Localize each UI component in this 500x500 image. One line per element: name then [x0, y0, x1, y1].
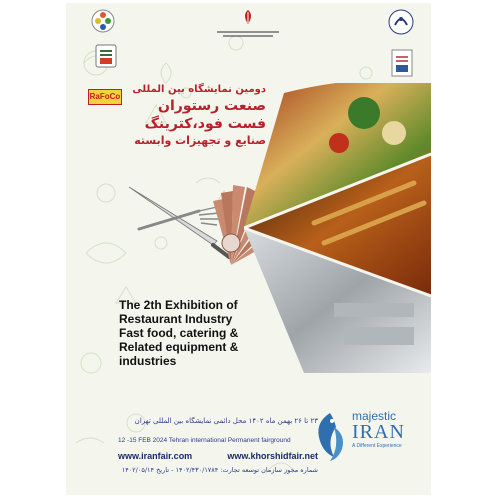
persian-title-line2: صنعت رستوران [158, 98, 266, 114]
majestic-tagline: A Different Experience [352, 443, 402, 449]
dates-english: 12 -15 FEB 2024 Tehran international Permanent fairground [118, 437, 291, 444]
exhibition-poster [66, 3, 431, 495]
persian-title-line3: فست فود،کترینگ [144, 116, 266, 132]
persian-title-block [106, 83, 266, 149]
knife-icon [129, 187, 229, 257]
website-row [118, 451, 318, 461]
persian-title-line1: دومین نمایشگاه بین المللی [132, 84, 266, 95]
persian-title-line4: صنایع و تجهیزات وابسته [134, 134, 266, 147]
website-khorshidfair[interactable]: www.khorshidfair.net [227, 451, 318, 461]
rafoco-logo-text: RaFoCo [89, 92, 121, 101]
english-title-block [119, 298, 294, 368]
trade-org-logo [388, 9, 414, 39]
english-title-line1: The 2th Exhibition of [119, 298, 238, 312]
english-title-line4: Related equipment & [119, 340, 239, 354]
organizer-round-logo [91, 9, 115, 37]
license-number: شماره مجوز سازمان توسعه تجارت: ۱۴۰۲/۴۳۰/۱۷۸۴ - تاریخ ۱۴۰۲/۰۵/۱۴ [121, 466, 318, 474]
dates-persian: ۲۳ تا ۲۶ بهمن ماه ۱۴۰۲ محل دائمی نمایشگاه بین المللی تهران [134, 417, 318, 425]
english-title-line2: Restaurant Industry [119, 312, 233, 326]
event-info-block [118, 415, 318, 476]
english-title-line3: Fast food, catering & [119, 326, 239, 340]
association-logo [93, 43, 119, 73]
majestic-iran-logo [308, 403, 428, 473]
majestic-word: majestic [352, 409, 397, 423]
fork-icon [139, 207, 219, 229]
organizer-logo [391, 49, 413, 81]
english-title-line5: industries [119, 354, 177, 368]
website-iranfair[interactable]: www.iranfair.com [118, 451, 193, 461]
iran-word: IRAN [352, 421, 405, 443]
ministry-caption-lines [213, 29, 283, 39]
iran-emblem-logo [213, 9, 283, 39]
